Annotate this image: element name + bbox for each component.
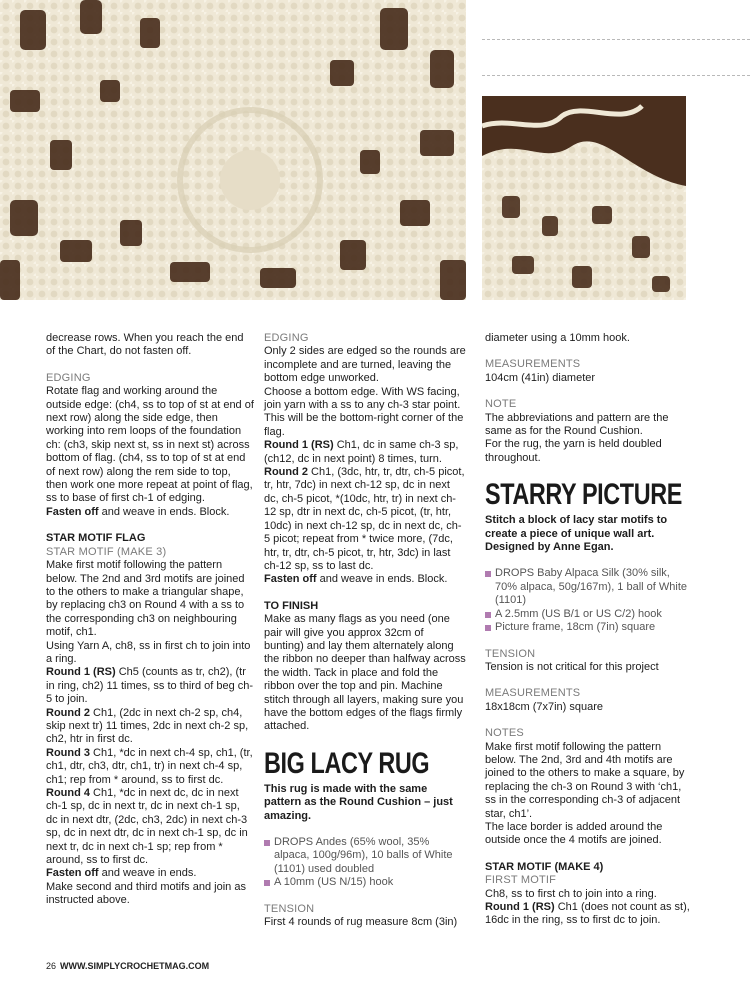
round-instruction xyxy=(46,666,254,706)
pattern-intro: Stitch a block of lacy star motifs to create a piece of unique wall art. Designed by Anne Egan. xyxy=(485,514,668,554)
body-text: Make second and third motifs and join as instructed above. xyxy=(46,880,246,907)
list-item: DROPS Baby Alpaca Silk (30% silk, 70% alpaca, 50g/167m), 1 ball of White (1101) xyxy=(485,567,693,607)
round-instruction xyxy=(264,466,466,573)
section-heading: TENSION xyxy=(264,902,315,915)
pattern-title: BIG LACY RUG xyxy=(264,746,430,780)
subheading: STAR MOTIF (MAKE 3) xyxy=(46,545,167,558)
round-text: Ch1, (2dc in next ch-2 sp, ch4, skip next tr) 11 times, 2dc in next ch-2 sp, ch2, htr in first dc. xyxy=(46,706,249,746)
body-text: For the rug, the yarn is held doubled throughout. xyxy=(485,438,662,464)
round-instruction xyxy=(485,901,693,928)
main-photo xyxy=(0,0,466,300)
round-label: Round 2 xyxy=(46,706,90,719)
list-item: DROPS Andes (65% wool, 35% alpaca, 100g/96m), 10 balls of White (1101) used doubled xyxy=(264,836,466,876)
section-heading: STAR MOTIF FLAG xyxy=(46,532,146,545)
materials-list xyxy=(264,836,466,890)
column-3 xyxy=(485,332,693,928)
list-item: A 10mm (US N/15) hook xyxy=(264,876,466,889)
round-instruction xyxy=(46,747,254,787)
round-instruction xyxy=(264,439,466,466)
section-heading: NOTES xyxy=(485,727,524,740)
body-text: Make first motif following the pattern below. The 2nd, 3rd and 4th motifs are joined to the others to make a square, by replacing the ch-3 on Round 3 with ‘ch1, ss in the corresponding ch-3 of adjacent star, ch1’. xyxy=(485,740,685,820)
crochet-rug-photo xyxy=(0,0,466,300)
body-text: Ch8, ss to first ch to join into a ring. xyxy=(485,887,657,900)
subheading: FIRST MOTIF xyxy=(485,874,557,887)
section-heading: NOTE xyxy=(485,398,517,411)
round-label: Round 1 (RS) xyxy=(264,439,334,452)
body-text: 104cm (41in) diameter xyxy=(485,371,596,384)
round-label: Round 1 (RS) xyxy=(46,666,116,679)
round-label: Round 3 xyxy=(46,746,90,759)
website-url: WWW.SIMPLYCROCHETMAG.COM xyxy=(60,961,210,971)
pattern-title: STARRY PICTURE xyxy=(485,478,682,512)
round-label: Round 4 xyxy=(46,787,90,799)
body-text: The lace border is added around the outside once the 4 motifs are joined. xyxy=(485,820,663,847)
body-text: and weave in ends. Block. xyxy=(98,505,230,518)
body-text: First 4 rounds of rug measure 8cm (3in) xyxy=(264,916,458,929)
body-text: and weave in ends. xyxy=(98,867,197,880)
round-text: Ch1 (does not count as st), 16dc in the ring, ss to first dc to join. xyxy=(485,901,690,927)
round-instruction xyxy=(46,787,254,867)
body-text: Rotate flag and working around the outside edge: (ch4, ss to top of st at end of next row) along the side edge, then working into rem loops of the foundation ch: (ch3, skip next st, ss in next st) across bottom of flag. (ch4, ss to top of st at end of next row) along the rem side to top, then work one more repeat at point of flag, ss to base of first ch-1 of edging. xyxy=(46,385,254,505)
body-text: decrease rows. When you reach the end of the Chart, do not fasten off. xyxy=(46,332,244,358)
body-text xyxy=(46,385,254,519)
divider xyxy=(482,75,750,76)
body-text: diameter using a 10mm hook. xyxy=(485,332,630,344)
list-item: Picture frame, 18cm (7in) square xyxy=(485,621,693,634)
crochet-lace-photo xyxy=(482,96,686,300)
round-label: Round 2 xyxy=(264,466,308,479)
column-1 xyxy=(46,332,254,908)
pattern-intro: This rug is made with the same pattern as the Round Cushion – just amazing. xyxy=(264,782,453,822)
page-footer xyxy=(46,961,209,971)
section-heading: EDGING xyxy=(264,332,309,344)
round-text: Ch1, *dc in next dc, dc in next ch-1 sp, dc in next tr, dc in next ch-1 sp, dc in next dtr, (2dc, ch3, 2dc) in next ch-3 sp, dc in next dtr, dc in next ch-1 sp, dc in next tr, dc in next ch-1 sp; rep from * around, ss to first dc. xyxy=(46,787,248,867)
section-heading: TO FINISH xyxy=(264,599,319,612)
section-heading: STAR MOTIF (MAKE 4) xyxy=(485,860,604,873)
section-heading: MEASUREMENTS xyxy=(485,687,581,700)
body-text: Make first motif following the pattern below. The 2nd and 3rd motifs are joined to the others to make a triangular shape, by replacing ch3 on Round 4 with a ss to the corresponding ch3 on neighbouring motif, ch1. xyxy=(46,559,245,639)
round-label: Round 1 (RS) xyxy=(485,901,555,913)
body-text: Using Yarn A, ch8, ss in first ch to join into a ring. xyxy=(46,639,251,665)
body-text: Only 2 sides are edged so the rounds are incomplete and are turned, leaving the bottom edge unworked. xyxy=(264,345,466,385)
body-text: Tension is not critical for this project xyxy=(485,660,659,673)
section-heading: MEASUREMENTS xyxy=(485,358,581,371)
page-number: 26 xyxy=(46,961,57,971)
section-heading: TENSION xyxy=(485,647,536,660)
body-text: Choose a bottom edge. With WS facing, join yarn with a ss to any ch-3 star point. This will be the bottom-right corner of the flag. xyxy=(264,385,464,438)
bold-label: Fasten off xyxy=(46,867,99,880)
round-text: Ch1, dc in same ch-3 sp, (ch12, dc in next point) 8 times, turn. xyxy=(264,439,459,465)
section-heading: EDGING xyxy=(46,371,91,384)
bold-label: Fasten off xyxy=(264,573,317,586)
divider xyxy=(482,39,750,40)
body-text: 18x18cm (7x7in) square xyxy=(485,700,604,713)
body-text: and weave in ends. Block. xyxy=(316,573,448,586)
round-text: Ch1, (3dc, htr, tr, dtr, ch-5 picot, tr, htr, 7dc) in next ch-12 sp, dc in next dc, ch-5 picot, *(10dc, htr, tr) in next ch-12 sp, dtr in next dc, ch-5 picot, (tr, htr, 10dc) in next ch-12 sp, dc in next dc, ch-5 picot; repeat from * twice more, (7dc, htr, tr, dtr, ch-5 picot, tr, htr, 3dc) in last ch-12 sp, ss to last dc. xyxy=(264,466,465,572)
body-text xyxy=(264,573,466,586)
body-text: Make as many flags as you need (one pair will give you approx 32cm of bunting) and lay them alternately along the ribbon no deeper than halfway across the width. Tack in place and fold the ribbon over the top and pin. Machine stitch through all layers, making sure you have the bottom edges of the flags firmly attached. xyxy=(264,613,466,733)
column-2 xyxy=(264,332,466,929)
round-instruction xyxy=(46,707,254,747)
side-photo xyxy=(482,96,686,300)
round-text: Ch5 (counts as tr, ch2), (tr in ring, ch2) 11 times, ss to third of beg ch-5 to join. xyxy=(46,666,254,706)
body-text xyxy=(46,867,254,880)
body-text: The abbreviations and pattern are the same as for the Round Cushion. xyxy=(485,411,669,438)
bold-label: Fasten off xyxy=(46,505,99,518)
materials-list xyxy=(485,567,693,634)
round-text: Ch1, *dc in next ch-4 sp, ch1, (tr, ch1, dtr, ch3, dtr, ch1, tr) in next ch-4 sp, ch1; rep from * around, ss to first dc. xyxy=(46,746,253,786)
list-item: A 2.5mm (US B/1 or US C/2) hook xyxy=(485,608,693,621)
